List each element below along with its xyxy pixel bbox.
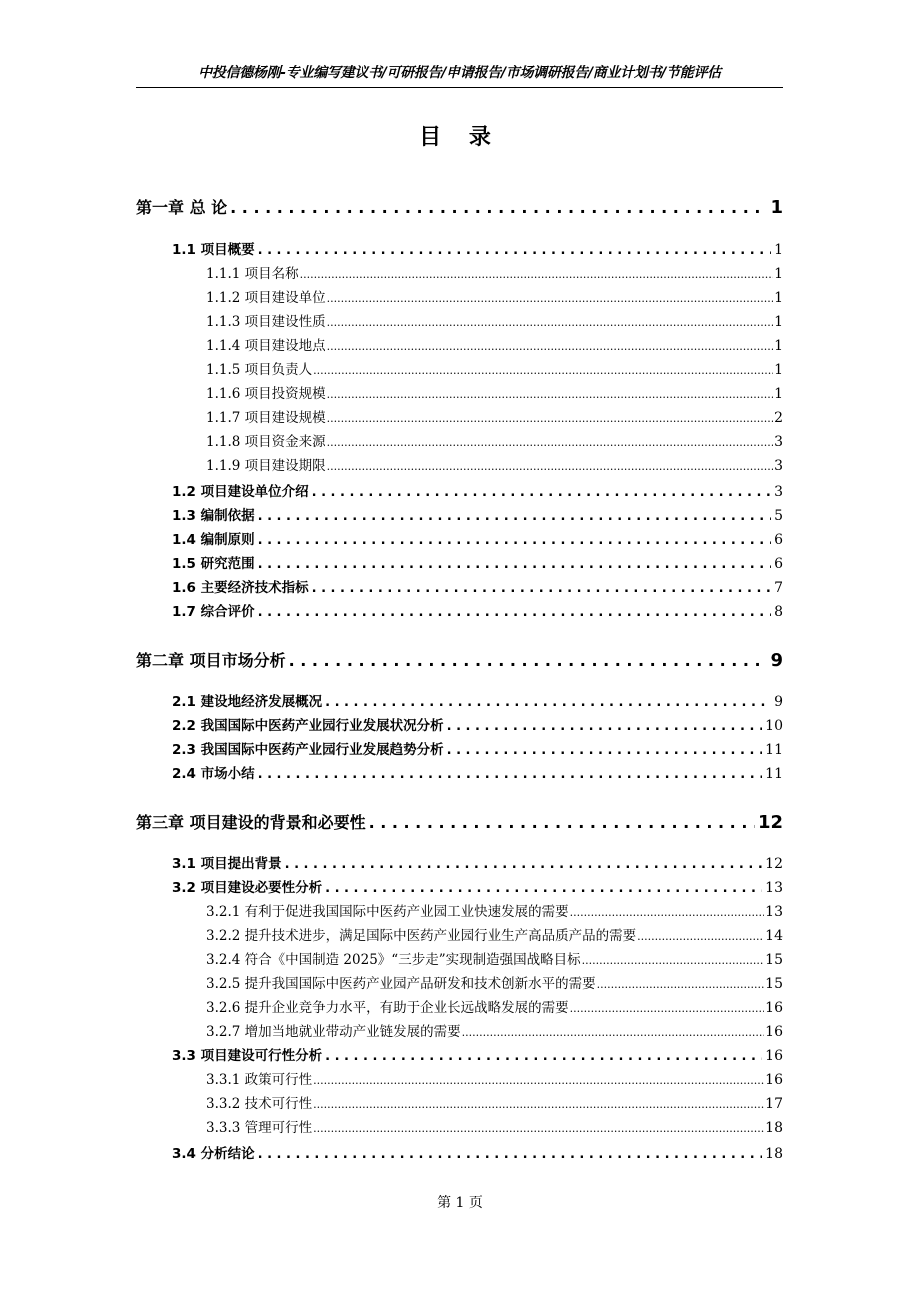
toc-dot-leader	[570, 906, 765, 919]
toc-subsection-entry[interactable]	[206, 900, 783, 922]
toc-dot-leader	[327, 340, 773, 353]
toc-dot-leader	[327, 316, 773, 329]
toc-dot-leader	[637, 930, 764, 943]
toc-page-number: 3	[774, 484, 783, 500]
toc-subsection-entry[interactable]	[206, 996, 783, 1018]
toc-dot-leader	[312, 581, 771, 596]
toc-subsection-entry[interactable]	[206, 948, 783, 970]
page-footer: 第 1 页	[437, 1195, 483, 1211]
toc-page-number: 6	[774, 532, 783, 548]
toc-dot-leader	[582, 954, 765, 967]
toc-entry-label: 2.1 建设地经济发展概况	[172, 694, 323, 710]
toc-page-number: 11	[765, 766, 783, 782]
toc-subsection-entry[interactable]	[206, 454, 783, 476]
toc-page-number: 3	[774, 458, 783, 474]
toc-section-entry[interactable]	[172, 852, 783, 874]
toc-subsection-entry[interactable]	[206, 334, 783, 356]
toc-entry-label: 3.2.6 提升企业竞争力水平，有助于企业长远战略发展的需要	[206, 1000, 569, 1016]
toc-entry-label: 3.4 分析结论	[172, 1146, 255, 1162]
toc-section-entry[interactable]	[172, 762, 783, 784]
toc-page-number: 15	[765, 976, 783, 992]
toc-page-number: 18	[765, 1120, 783, 1136]
toc-dot-leader	[313, 1122, 764, 1135]
toc-dot-leader	[258, 533, 771, 548]
toc-subsection-entry[interactable]	[206, 358, 783, 380]
toc-section-entry[interactable]	[172, 238, 783, 260]
toc-page-number: 10	[765, 718, 783, 734]
toc-dot-leader	[462, 1026, 765, 1039]
toc-page-number: 15	[765, 952, 783, 968]
toc-entry-label: 第二章 项目市场分析	[136, 651, 286, 670]
toc-subsection-entry[interactable]	[206, 286, 783, 308]
toc-dot-leader	[447, 719, 763, 734]
toc-dot-leader	[300, 268, 773, 281]
toc-entry-label: 1.1.6 项目投资规模	[206, 386, 326, 402]
toc-entry-label: 1.1.9 项目建设期限	[206, 458, 326, 474]
toc-page-number: 9	[770, 650, 783, 671]
toc-dot-leader	[258, 243, 771, 258]
toc-subsection-entry[interactable]	[206, 924, 783, 946]
toc-dot-leader	[313, 1074, 764, 1087]
toc-dot-leader	[327, 436, 773, 449]
toc-section-entry[interactable]	[172, 600, 783, 622]
toc-dot-leader	[447, 743, 763, 758]
toc-dot-leader	[258, 509, 771, 524]
toc-entry-label: 3.3.2 技术可行性	[206, 1096, 313, 1112]
toc-chapter-entry[interactable]	[136, 648, 783, 672]
toc-dot-leader	[285, 857, 763, 872]
toc-entry-label: 1.3 编制依据	[172, 508, 255, 524]
toc-section-entry[interactable]	[172, 576, 783, 598]
toc-subsection-entry[interactable]	[206, 310, 783, 332]
toc-entry-label: 3.2.1 有利于促进我国国际中医药产业园工业快速发展的需要	[206, 904, 569, 920]
toc-section-entry[interactable]	[172, 528, 783, 550]
toc-section-entry[interactable]	[172, 552, 783, 574]
toc-page-number: 1	[774, 290, 783, 306]
toc-subsection-entry[interactable]	[206, 430, 783, 452]
toc-dot-leader	[369, 813, 755, 832]
toc-dot-leader	[258, 605, 771, 620]
toc-page-number: 18	[765, 1146, 783, 1162]
toc-page-number: 16	[765, 1048, 783, 1064]
toc-section-entry[interactable]	[172, 714, 783, 736]
toc-dot-leader	[312, 485, 771, 500]
toc-dot-leader	[325, 881, 762, 896]
toc-dot-leader	[325, 695, 771, 710]
toc-entry-label: 3.2.5 提升我国国际中医药产业园产品研发和技术创新水平的需要	[206, 976, 596, 992]
toc-entry-label: 1.2 项目建设单位介绍	[172, 484, 309, 500]
toc-dot-leader	[327, 292, 773, 305]
toc-subsection-entry[interactable]	[206, 972, 783, 994]
toc-page-number: 13	[765, 904, 783, 920]
toc-section-entry[interactable]	[172, 690, 783, 712]
toc-page-number: 1	[774, 338, 783, 354]
toc-dot-leader	[327, 412, 773, 425]
toc-entry-label: 3.2 项目建设必要性分析	[172, 880, 323, 896]
toc-chapter-entry[interactable]	[136, 195, 783, 219]
toc-subsection-entry[interactable]	[206, 382, 783, 404]
toc-entry-label: 3.3.1 政策可行性	[206, 1072, 313, 1088]
toc-dot-leader	[325, 1049, 762, 1064]
toc-section-entry[interactable]	[172, 1044, 783, 1066]
toc-subsection-entry[interactable]	[206, 1092, 783, 1114]
toc-page-number: 5	[774, 508, 783, 524]
toc-page-number: 16	[765, 1024, 783, 1040]
toc-page-number: 17	[765, 1096, 783, 1112]
toc-entry-label: 第一章 总 论	[136, 198, 228, 217]
toc-entry-label: 3.2.2 提升技术进步，满足国际中医药产业园行业生产高品质产品的需要	[206, 928, 637, 944]
toc-entry-label: 2.4 市场小结	[172, 766, 255, 782]
toc-page-number: 1	[774, 242, 783, 258]
toc-page-number: 14	[765, 928, 783, 944]
toc-entry-label: 2.3 我国国际中医药产业园行业发展趋势分析	[172, 742, 444, 758]
toc-dot-leader	[313, 364, 773, 377]
toc-page-number: 13	[765, 880, 783, 896]
toc-entry-label: 3.1 项目提出背景	[172, 856, 282, 872]
toc-page-number: 9	[774, 694, 783, 710]
toc-entry-label: 3.3.3 管理可行性	[206, 1120, 313, 1136]
toc-section-entry[interactable]	[172, 480, 783, 502]
toc-entry-label: 1.1.2 项目建设单位	[206, 290, 326, 306]
toc-section-entry[interactable]	[172, 876, 783, 898]
toc-page-number: 1	[774, 266, 783, 282]
toc-dot-leader	[289, 651, 768, 670]
toc-dot-leader	[230, 198, 767, 217]
toc-subsection-entry[interactable]	[206, 1020, 783, 1042]
toc-entry-label: 1.1.8 项目资金来源	[206, 434, 326, 450]
toc-entry-label: 3.3 项目建设可行性分析	[172, 1048, 323, 1064]
toc-subsection-entry[interactable]	[206, 1116, 783, 1138]
toc-entry-label: 1.1 项目概要	[172, 242, 255, 258]
toc-dot-leader	[258, 1147, 763, 1162]
toc-subsection-entry[interactable]	[206, 262, 783, 284]
toc-page-number: 6	[774, 556, 783, 572]
toc-entry-label: 1.6 主要经济技术指标	[172, 580, 309, 596]
toc-page-number: 1	[770, 197, 783, 218]
toc-title: 目 录	[419, 125, 501, 150]
toc-dot-leader	[313, 1098, 764, 1111]
toc-entry-label: 第三章 项目建设的背景和必要性	[136, 813, 366, 832]
toc-page-number: 2	[774, 410, 783, 426]
toc-entry-label: 1.1.3 项目建设性质	[206, 314, 326, 330]
toc-section-entry[interactable]	[172, 738, 783, 760]
document-header: 中投信德杨刚-专业编写建议书/可研报告/申请报告/市场调研报告/商业计划书/节能评估	[198, 65, 721, 81]
toc-dot-leader	[327, 460, 773, 473]
toc-dot-leader	[258, 557, 771, 572]
toc-entry-label: 1.4 编制原则	[172, 532, 255, 548]
toc-page-number: 12	[757, 812, 783, 833]
toc-page-number: 1	[774, 362, 783, 378]
toc-entry-label: 1.1.4 项目建设地点	[206, 338, 326, 354]
toc-entry-label: 1.1.7 项目建设规模	[206, 410, 326, 426]
toc-entry-label: 1.1.1 项目名称	[206, 266, 299, 282]
toc-page-number: 16	[765, 1000, 783, 1016]
toc-entry-label: 3.2.7 增加当地就业带动产业链发展的需要	[206, 1024, 461, 1040]
toc-section-entry[interactable]	[172, 504, 783, 526]
toc-page-number: 3	[774, 434, 783, 450]
toc-subsection-entry[interactable]	[206, 406, 783, 428]
toc-page-number: 16	[765, 1072, 783, 1088]
toc-page-number: 1	[774, 386, 783, 402]
toc-page-number: 12	[765, 856, 783, 872]
toc-subsection-entry[interactable]	[206, 1068, 783, 1090]
toc-entry-label: 1.5 研究范围	[172, 556, 255, 572]
toc-dot-leader	[258, 767, 763, 782]
toc-dot-leader	[570, 1002, 765, 1015]
toc-section-entry[interactable]	[172, 1142, 783, 1164]
toc-entry-label: 1.1.5 项目负责人	[206, 362, 313, 378]
toc-chapter-entry[interactable]	[136, 810, 783, 834]
toc-page-number: 11	[765, 742, 783, 758]
toc-page-number: 8	[774, 604, 783, 620]
toc-dot-leader	[597, 978, 765, 991]
toc-entry-label: 3.2.4 符合《中国制造 2025》“三步走”实现制造强国战略目标	[206, 952, 581, 968]
toc-page-number: 1	[774, 314, 783, 330]
toc-dot-leader	[327, 388, 773, 401]
toc-entry-label: 1.7 综合评价	[172, 604, 255, 620]
toc-page-number: 7	[774, 580, 783, 596]
toc-entry-label: 2.2 我国国际中医药产业园行业发展状况分析	[172, 718, 444, 734]
